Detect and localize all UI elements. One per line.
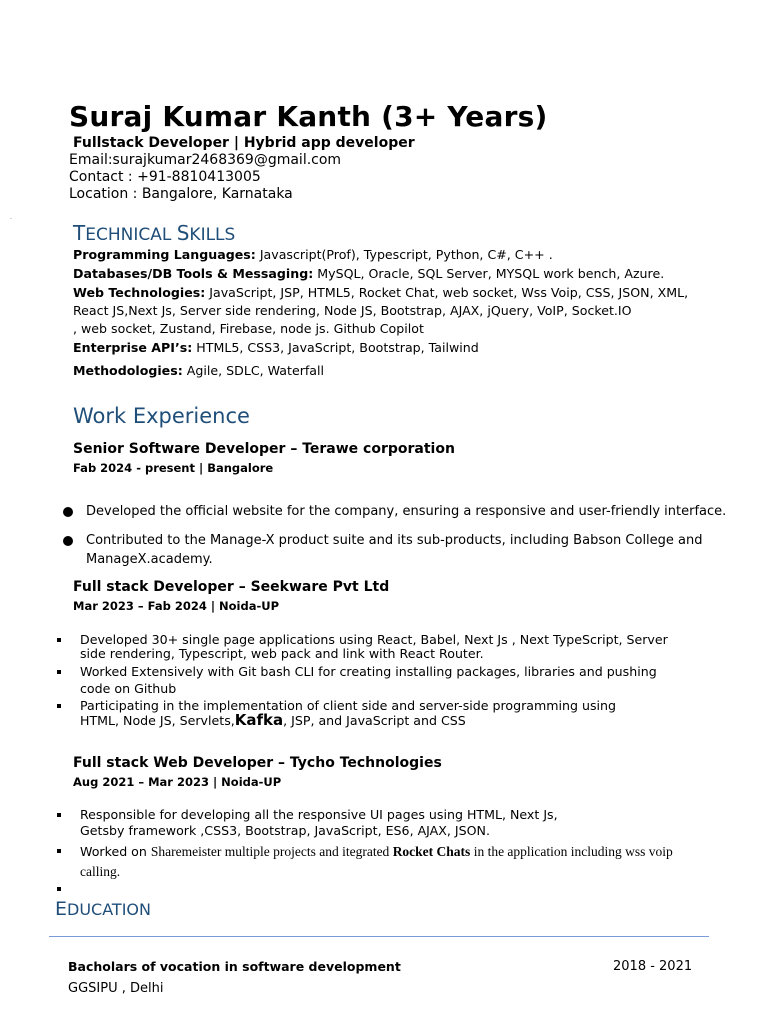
skill-web-cont: React JS,Next Js, Server side rendering, Node JS, Bootstrap, AJAX, jQuery, VoIP, Socket.IO [73,303,632,318]
technical-skills-heading: TECHNICAL SKILLS [73,221,236,245]
bullet-text: Responsible for developing all the responsive UI pages using HTML, Next Js, [80,807,558,822]
skill-web: Web Technologies: JavaScript, JSP, HTML5, Rocket Chat, web socket, Wss Voip, CSS, JSON, XML, [73,285,689,300]
bullet-text: Worked Extensively with Git bash CLI for creating installing packages, libraries and pushing [80,664,657,679]
degree-title: Bacholars of vocation in software development [68,959,401,974]
degree-years: 2018 - 2021 [613,959,693,974]
job-title: Full stack Web Developer – Tycho Technologies [73,755,442,771]
bullet-icon [57,704,61,708]
skill-programming: Programming Languages: Javascript(Prof), Typescript, Python, C#, C++ . [73,247,553,262]
bullet-text: code on Github [80,681,177,696]
location-line: Location : Bangalore, Karnataka [69,186,293,202]
contact-line: Contact : +91-8810413005 [69,169,261,185]
job-date: Fab 2024 - present | Bangalore [73,461,274,475]
skill-enterprise: Enterprise API’s: HTML5, CSS3, JavaScript, Bootstrap, Tailwind [73,340,479,355]
job-date: Mar 2023 – Fab 2024 | Noida-UP [73,599,280,613]
stray-mark: · [10,216,12,223]
bullet-text: calling. [80,864,121,879]
education-heading: EDUCATION [55,898,151,920]
bullet-icon [57,670,61,674]
bullet-icon [57,638,61,642]
skill-databases: Databases/DB Tools & Messaging: MySQL, Oracle, SQL Server, MYSQL work bench, Azure. [73,266,665,281]
bullet-text: Getsby framework ,CSS3, Bootstrap, JavaScript, ES6, AJAX, JSON. [80,823,490,838]
bullet-text: ManageX.academy. [86,552,213,567]
bullet-text: Participating in the implementation of client side and server-side programming using [80,698,617,713]
skill-methodologies: Methodologies: Agile, SDLC, Waterfall [73,363,325,378]
bullet-text: Contributed to the Manage-X product suite and its sub-products, including Babson College and [86,533,703,548]
work-experience-heading: Work Experience [73,404,250,428]
bullet-text: HTML, Node JS, Servlets,Kafka, JSP, and JavaScript and CSS [80,711,466,729]
bullet-icon [57,887,61,891]
candidate-name: Suraj Kumar Kanth (3+ Years) [69,100,548,133]
email-line: Email:surajkumar2468369@gmail.com [69,152,342,168]
section-divider [49,936,709,937]
job-date: Aug 2021 – Mar 2023 | Noida-UP [73,775,282,789]
bullet-text: Developed the official website for the company, ensuring a responsive and user-friendly interface. [86,504,727,519]
bullet-icon [63,536,73,546]
job-title: Senior Software Developer – Terawe corporation [73,441,455,457]
job-title: Full stack Developer – Seekware Pvt Ltd [73,579,390,595]
bullet-icon [63,507,73,517]
bullet-text: Worked on Sharemeister multiple projects and itegrated Rocket Chats in the application including wss voip [80,844,673,859]
bullet-icon [57,813,61,817]
school-name: GGSIPU , Delhi [68,981,164,996]
candidate-role: Fullstack Developer | Hybrid app developer [73,135,415,151]
bullet-text: Developed 30+ single page applications using React, Babel, Next Js , Next TypeScript, Server [80,632,668,647]
bullet-text: side rendering, Typescript, web pack and link with React Router. [80,646,484,661]
bullet-icon [57,849,61,853]
skill-web-cont-2: , web socket, Zustand, Firebase, node js. Github Copilot [73,321,424,336]
